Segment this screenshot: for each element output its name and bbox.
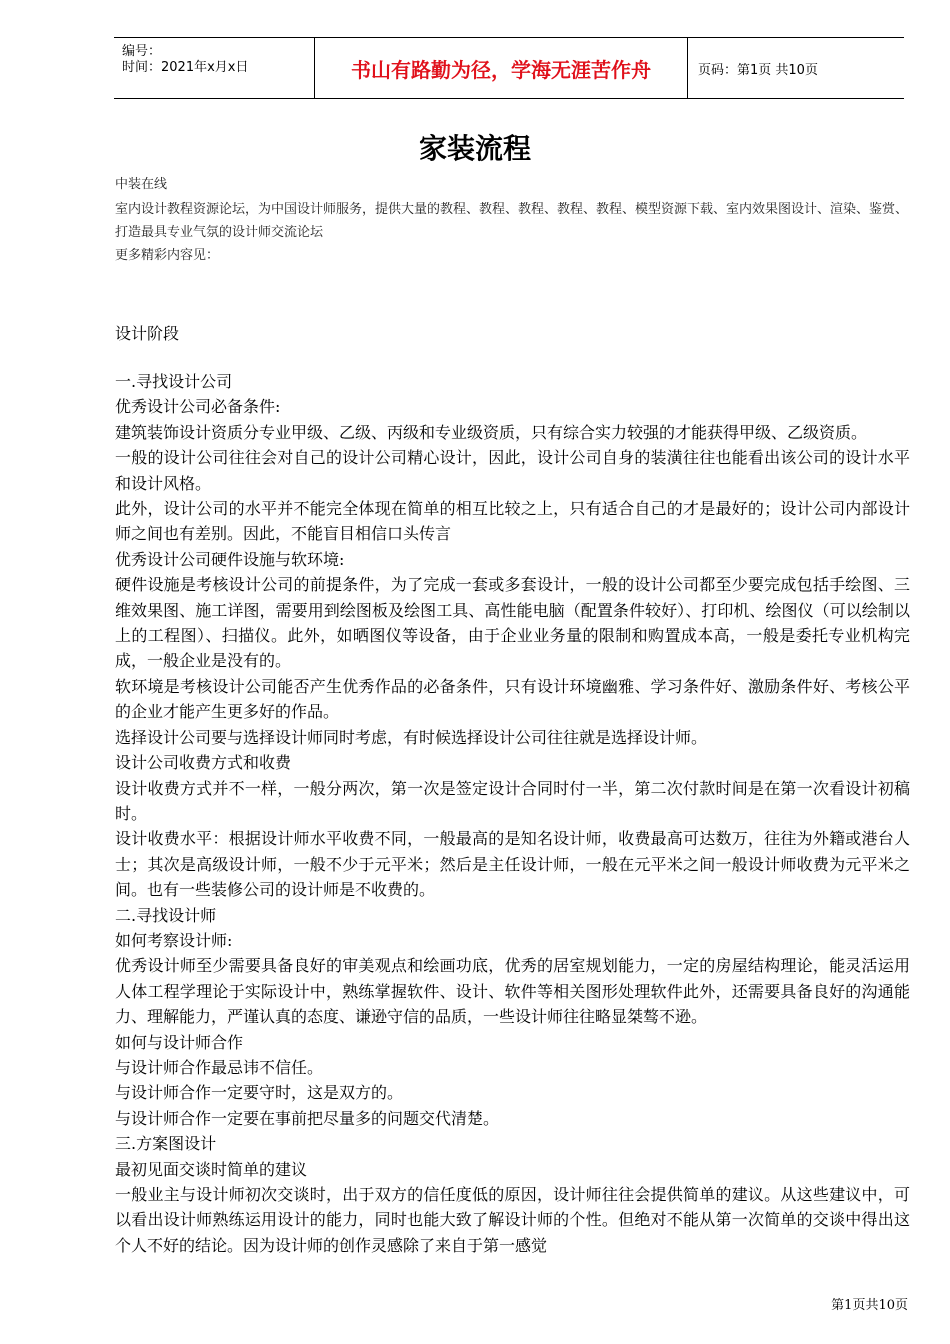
intro-more: 更多精彩内容见： (115, 248, 220, 263)
paragraph: 硬件设施是考核设计公司的前提条件，为了完成一套或多套设计，一般的设计公司都至少要完成包括手绘图、三维效果图、施工详图，需要用到绘图板及绘图工具、高性能电脑（配置条件较好）、打印机、绘图仪（可以绘制以上的工程图）、扫描仪。此外，如晒图仪等设备，由于企业业务量的限制和购置成本高，一般是委托专业机构完成，一般企业是没有的。 (115, 575, 910, 671)
header-motto: 书山有路勤为径，学海无涯苦作舟 (315, 38, 688, 98)
subheading: 最初见面交谈时简单的建议 (115, 1159, 308, 1179)
subheading: 优秀设计公司硬件设施与软环境: (115, 549, 345, 569)
document-time: 时间：2021年x月x日 (122, 60, 249, 75)
paragraph: 软环境是考核设计公司能否产生优秀作品的必备条件，只有设计环境幽雅、学习条件好、激励条件好、考核公平的企业才能产生更多好的作品。 (115, 676, 910, 722)
heading-find-designer: 二.寻找设计师 (115, 905, 217, 925)
heading-scheme-design: 三.方案图设计 (115, 1134, 217, 1154)
heading-find-company: 一.寻找设计公司 (115, 372, 233, 391)
document-body (115, 369, 910, 1258)
header-table (114, 37, 904, 99)
subheading: 如何与设计师合作 (115, 1032, 244, 1052)
paragraph: 设计收费方式并不一样，一般分两次，第一次是签定设计合同时付一半，第二次付款时间是在第一次看设计初稿时。 (115, 778, 910, 823)
subheading: 优秀设计公司必备条件: (115, 397, 281, 417)
subheading: 如何考察设计师: (115, 930, 233, 950)
intro-description: 室内设计教程资源论坛，为中国设计师服务，提供大量的教程、教程、教程、教程、教程、模型资源下载、室内效果图设计、渲染、鉴赏、打造最具专业气氛的设计师交流论坛 (115, 202, 909, 240)
paragraph: 选择设计公司要与选择设计师同时考虑，有时候选择设计公司往往就是选择设计师。 (115, 727, 708, 747)
section-heading: 设计阶段 (115, 324, 180, 343)
paragraph: 设计收费水平：根据设计师水平收费不同，一般最高的是知名设计师，收费最高可达数万，往往为外籍或港台人士；其次是高级设计师，一般不少于元平米；然后是主任设计师，一般在元平米之间一般设计师收费为元平米之间。也有一些装修公司的设计师是不收费的。 (115, 829, 910, 900)
paragraph: 与设计师合作一定要在事前把尽量多的问题交代清楚。 (115, 1108, 500, 1128)
paragraph: 一般的设计公司往往会对自己的设计公司精心设计，因此，设计公司自身的装潢往往也能看出该公司的设计水平和设计风格。 (115, 448, 910, 493)
header-meta-cell (114, 38, 315, 98)
paragraph: 此外，设计公司的水平并不能完全体现在简单的相互比较之上，只有适合自己的才是最好的；设计公司内部设计师之间也有差别。因此，不能盲目相信口头传言 (115, 499, 910, 544)
header-page-info: 页码：第1页 共10页 (698, 62, 818, 78)
paragraph: 一般业主与设计师初次交谈时，出于双方的信任度低的原因，设计师往往会提供简单的建议。从这些建议中，可以看出设计师熟练运用设计的能力，同时也能大致了解设计师的个性。但绝对不能从第一次简单的交谈中得出这个人不好的结论。因为设计师的创作灵感除了来自于第一感觉 (115, 1185, 910, 1255)
paragraph: 优秀设计师至少需要具备良好的审美观点和绘画功底，优秀的居室规划能力，一定的房屋结构理论，能灵活运用人体工程学理论于实际设计中，熟练掌握软件、设计、软件等相关图形处理软件此外，还需要具备良好的沟通能力、理解能力，严谨认真的态度、谦逊守信的品质，一些设计师往往略显桀骜不逊。 (115, 956, 910, 1027)
paragraph: 建筑装饰设计资质分专业甲级、乙级、丙级和专业级资质，只有综合实力较强的才能获得甲级、乙级资质。 (115, 422, 868, 442)
document-title: 家装流程 (418, 132, 531, 165)
document-number: 编号： (122, 44, 162, 59)
page-footer: 第1页共10页 (831, 1298, 908, 1313)
intro-source: 中装在线 (115, 177, 168, 192)
paragraph: 与设计师合作最忌讳不信任。 (115, 1057, 324, 1077)
paragraph: 与设计师合作一定要守时，这是双方的。 (115, 1083, 404, 1103)
subheading: 设计公司收费方式和收费 (115, 753, 292, 773)
